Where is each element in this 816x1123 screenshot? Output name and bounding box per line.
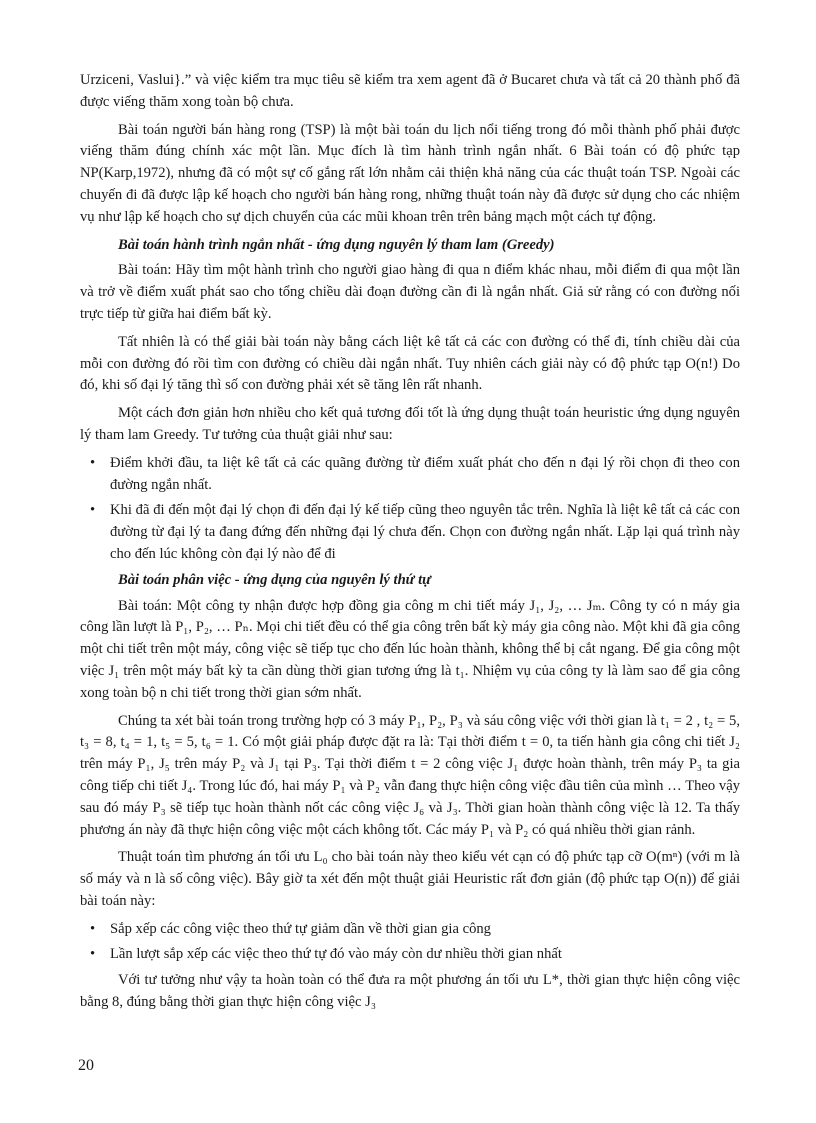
- paragraph-tsp: Bài toán người bán hàng rong (TSP) là một bài toán du lịch nổi tiếng trong đó mỗi thành phố phải được viếng thăm đúng chính xác một lần. Mục đích là tìm hành trình ngắn nhất. 6 Bài toán có độ phức tạp NP(Karp,1972), nhưng đã có một sự cố gắng rất lớn nhằm cải thiện khả năng của các thuật toán TSP. Ngoài các chuyến đi đã được lập kế hoạch cho người bán hàng rong, những thuật toán này đã được sử dụng cho các nhiệm vụ như lập kế hoạch cho sự dịch chuyển của các mũi khoan trên trên bảng mạch một cách tự động.: [80, 121, 740, 225]
- paragraph-brute-force: Tất nhiên là có thể giải bài toán này bằng cách liệt kê tất cả các con đường có thể đi, tính chiều dài của mỗi con đường đó rồi tìm con đường có chiều dài ngắn nhất. Tuy nhiên cách giải này có độ phức tạp O(n!) Do đó, khi số đại lý tăng thì số con đường phải xét sẽ tăng lên rất nhanh.: [80, 333, 740, 394]
- page-body: [80, 70, 740, 1020]
- paragraph-conclusion: Với tư tưởng như vậy ta hoàn toàn có thể đưa ra một phương án tối ưu L*, thời gian thực hiện công việc bằng 8, đúng bằng thời gian thực hiện công việc J₃: [80, 972, 740, 1011]
- paragraph-greedy: Một cách đơn giản hơn nhiều cho kết quả tương đối tốt là ứng dụng thuật toán heuristic ứng dụng nguyên lý tham lam Greedy. Tư tưởng của thuật giải như sau:: [80, 405, 740, 443]
- page-number: 20: [78, 1057, 94, 1074]
- paragraph-example: Chúng ta xét bài toán trong trường hợp có 3 máy P₁, P₂, P₃ và sáu công việc với thời gian là t₁ = 2 , t₂ = 5, t₃ = 8, t₄ = 1, t₅ = 5, t₆ = 1. Có một giải pháp được đặt ra là: Tại thời điểm t = 0, ta tiến hành gia công chi tiết J₂ trên máy P₁, J₅ trên máy P₂ và J₁ tại P₃. Tại thời điểm t = 2 công việc J₁ được hoàn thành, trên máy P₃ ta gia công tiếp chi tiết J₄. Trong lúc đó, hai máy P₁ và P₂ vẫn đang thực hiện công việc đầu tiên của mình … Theo vậy sau đó máy P₃ sẽ tiếp tục hoàn thành nốt các công việc J₆ và J₃. Thời gian hoàn thành công việc là 12. Ta thấy phương án này đã thực hiện công việc một cách không tốt. Các máy P₁ và P₂ có quá nhiều thời gian rảnh.: [80, 712, 740, 838]
- bullet-item: • Sắp xếp các công việc theo thứ tự giảm dần về thời gian gia công: [80, 919, 740, 941]
- bullet-item: • Lần lượt sắp xếp các việc theo thứ tự đó vào máy còn dư nhiều thời gian nhất: [80, 944, 740, 966]
- paragraph-problem-1: Bài toán: Hãy tìm một hành trình cho người giao hàng đi qua n điểm khác nhau, mỗi điểm đi qua một lần và trở về điểm xuất phát sao cho tổng chiều dài đoạn đường cần đi là ngắn nhất. Giả sử rằng có con đường nối trực tiếp từ giữa hai điểm bất kỳ.: [80, 262, 740, 322]
- paragraph-problem-2: Bài toán: Một công ty nhận được hợp đồng gia công m chi tiết máy J₁, J₂, … Jₘ. Công ty có n máy gia công lần lượt là P₁, P₂, … Pₙ. Mọi chi tiết đều có thể gia công trên bất kỳ máy gia công nào. Một khi đã gia công một chi tiết trên một máy, công việc sẽ tiếp tục cho đến lúc hoàn thành, không thể bị cắt ngang. Để gia công một việc J₁ trên một máy bất kỳ ta cần dùng thời gian tương ứng là t₁. Nhiệm vụ của công ty là làm sao để gia công xong toàn bộ n chi tiết trong thời gian sớm nhất.: [80, 597, 740, 701]
- heading-shortest-path: Bài toán hành trình ngắn nhất - ứng dụng nguyên lý tham lam (Greedy): [118, 236, 555, 253]
- paragraph-algorithm: Thuật toán tìm phương án tối ưu L₀ cho bài toán này theo kiểu vét cạn có độ phức tạp cỡ O(mⁿ) (với m là số máy và n là số công việc). Bây giờ ta xét đến một thuật giải Heuristic rất đơn giản (độ phức tạp O(n)) để giải bài toán này:: [80, 849, 740, 909]
- bullet-item: • Điểm khởi đầu, ta liệt kê tất cả các quãng đường từ điểm xuất phát cho đến n đại lý rồi chọn đi theo con đường ngắn nhất.: [80, 453, 740, 497]
- bullet-item: • Khi đã đi đến một đại lý chọn đi đến đại lý kế tiếp cũng theo nguyên tắc trên. Nghĩa là liệt kê tất cả các con đường từ đại lý ta đang đứng đến những đại lý chưa đến. Chọn con đường ngắn nhất. Lặp lại quá trình này cho đến lúc không còn đại lý nào để đi: [80, 500, 740, 565]
- heading-job-assignment: Bài toán phân việc - ứng dụng của nguyên lý thứ tự: [118, 571, 431, 588]
- paragraph-intro: Urziceni, Vaslui}.” và việc kiểm tra mục tiêu sẽ kiểm tra xem agent đã ở Bucaret chưa và tất cả 20 thành phố đã được viếng thăm xong toàn bộ chưa.: [80, 72, 740, 110]
